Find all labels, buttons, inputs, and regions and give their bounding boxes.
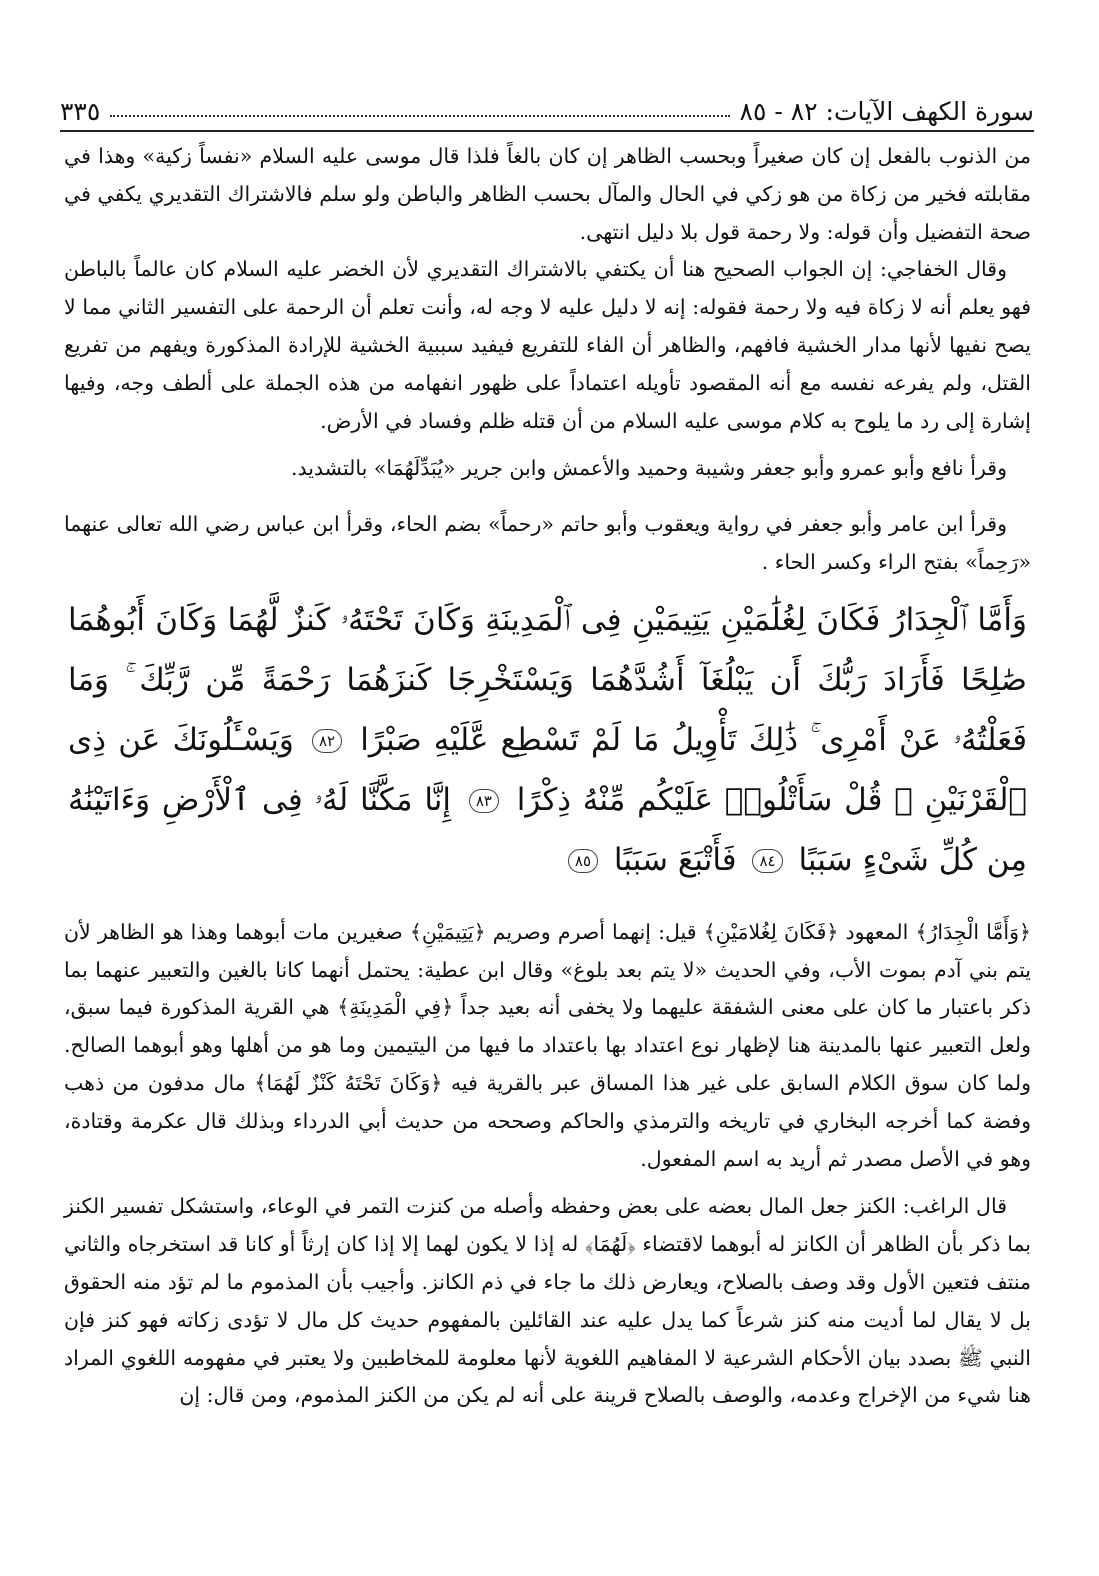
page-body — [64, 138, 1031, 1415]
commentary-paragraph-2: قال الراغب: الكنز جعل المال بعضه على بعض وحفظه وأصله من كنزت التمر في الوعاء، واستشكل تفسير الكنز بما ذكر بأن الظاهر أن الكانز له أبوهما لاقتضاء ﴿لَهُمَا﴾ له إذا لا يكون لهما إلا إذا كان إرثاً أو كانا قد استخرجاه والثاني منتف فتعين الأول وقد وصف بالصلاح، ويعارض ذلك ما جاء في ذم الكانز. وأجيب بأن المذموم ما لم تؤد منه الحقوق بل لا يقال لما أديت منه كنز شرعاً كما يدل عليه عند القائلين بالمفهوم حديث كل مال لا تؤدى زكاته فهو كنز فإن النبي ﷺ بصدد بيان الأحكام الشرعية لا المفاهيم اللغوية لأنها معلومة للمخاطبين ولا يعتبر في مفهومه اللغوي المراد هنا شيء من الإخراج وعدمه، والوصف بالصلاح قرينة على أنه لم يكن من الكنز المذموم، ومن قال: إن — [64, 1194, 1031, 1408]
verse-84-text: إِنَّا مَكَّنَّا لَهُۥ فِى ٱلْأَرْضِ وَءَاتَيْنَٰهُ مِن كُلِّ شَىْءٍ سَبَبًا — [68, 781, 1027, 878]
header-dot-leader — [110, 115, 729, 117]
page-number: ٣٣٥ — [60, 97, 101, 126]
spacer — [64, 440, 1031, 450]
paragraph-2: وقال الخفاجي: إن الجواب الصحيح هنا أن يكتفي بالاشتراك التقديري لأن الخضر عليه السلام كان عالماً بالباطن فهو يعلم أنه لا زكاة فيه ولا رحمة فقوله: إنه لا دليل عليه لا وجه له، وأنت تعلم أن الرحمة على التفسير الثاني مما لا يصح نفيها لأنها مدار الخشية فافهم، والظاهر أن الفاء للتفريع فيفيد سببية الخشية للإرادة المذكورة ويفهم من تفريع القتل، ولم يفرعه نفسه مع أنه المقصود تأويله اعتماداً على ظهور انفهامه من هذه الجملة على ألطف وجه، وفيها إشارة إلى رد ما يلوح به كلام موسى عليه السلام من أن قتله ظلم وفساد في الأرض. — [64, 257, 1031, 433]
surah-title: سورة الكهف الآيات: ٨٢ - ٨٥ — [739, 97, 1034, 126]
quran-verses-block — [64, 590, 1031, 890]
verse-85-text: فَأَتْبَعَ سَبَبًا — [613, 841, 737, 878]
commentary-paragraph-1: ﴿وَأَمَّا الْجِدَارُ﴾ المعهود ﴿فَكَانَ لِغُلامَيْنِ﴾ قيل: إنهما أصرم وصريم ﴿يَتِيمَيْنِ﴾ صغيرين مات أبوهما وهذا هو الظاهر لأن يتم بني آدم بموت الأب، وفي الحديث «لا يتم بعد بلوغ» وقال ابن عطية: يحتمل أنهما كانا بالغين والتعبير عنهما بما ذكر باعتبار ما كان على معنى الشفقة عليهما ولا يخفى أنه بعيد جداً ﴿فِي الْمَدِينَةِ﴾ هي القرية المذكورة فيما سبق، ولعل التعبير عنها بالمدينة هنا لإظهار نوع اعتداد بها باعتداد ما فيها من اليتيمين وما هو من أهلها وهو أبوهما الصالح. ولما كان سوق الكلام السابق على غير هذا المساق عبر بالقرية فيه ﴿وَكَانَ تَحْتَهُ كَنْزٌ لَهُمَا﴾ مال مدفون من ذهب وفضة كما أخرجه البخاري في تاريخه والترمذي والحاكم وصححه من حديث أبي الدرداء وبذلك قال عكرمة وقتادة، وهو في الأصل مصدر ثم أريد به اسم المفعول. — [64, 919, 1031, 1171]
paragraph-3: وقرأ نافع وأبو عمرو وأبو جعفر وشيبة وحميد والأعمش وابن جرير «يُبَدِّلَهُمَا» بالتشديد. — [290, 456, 1007, 481]
page-header — [60, 82, 1034, 132]
verse-83-number: ٨٣ — [469, 789, 499, 813]
verse-84-number: ٨٤ — [752, 849, 782, 873]
spacer — [64, 488, 1031, 506]
verse-83-text: وَيَسْـَٔلُونَكَ عَن ذِى ٱلْقَرْنَيْنِ ۖ قُلْ سَأَتْلُوا۟ عَلَيْكُم مِّنْهُ ذِكْرًا — [68, 721, 1028, 818]
verse-82-number: ٨٢ — [312, 729, 342, 753]
paragraph-1: من الذنوب بالفعل إن كان صغيراً وبحسب الظاهر إن كان بالغاً فلذا قال موسى عليه السلام «نفساً زكية» وهذا في مقابلته فخير من زكاة من هو زكي في الحال والمآل بحسب الظاهر والباطن ولو سلم فالاشتراك التقديري يكفي في صحة التفضيل وأن قوله: ولا رحمة قول بلا دليل انتهى. — [64, 144, 1032, 244]
spacer — [64, 1178, 1031, 1188]
verse-82-text: وَأَمَّا ٱلْجِدَارُ فَكَانَ لِغُلَٰمَيْنِ يَتِيمَيْنِ فِى ٱلْمَدِينَةِ وَكَانَ تَحْتَهُۥ كَنزٌ لَّهُمَا وَكَانَ أَبُوهُمَا صَٰلِحًا فَأَرَادَ رَبُّكَ أَن يَبْلُغَآ أَشُدَّهُمَا وَيَسْتَخْرِجَا كَنزَهُمَا رَحْمَةً مِّن رَّبِّكَ ۚ وَمَا فَعَلْتُهُۥ عَنْ أَمْرِى ۚ ذَٰلِكَ تَأْوِيلُ مَا لَمْ تَسْطِع عَّلَيْهِ صَبْرًا — [68, 601, 1028, 758]
paragraph-4: وقرأ ابن عامر وأبو جعفر في رواية ويعقوب وأبو حاتم «رحماً» بضم الحاء، وقرأ ابن عباس رضي الله تعالى عنهما «رَحِماً» بفتح الراء وكسر الحاء . — [64, 512, 1031, 574]
verse-85-number: ٨٥ — [568, 849, 598, 873]
